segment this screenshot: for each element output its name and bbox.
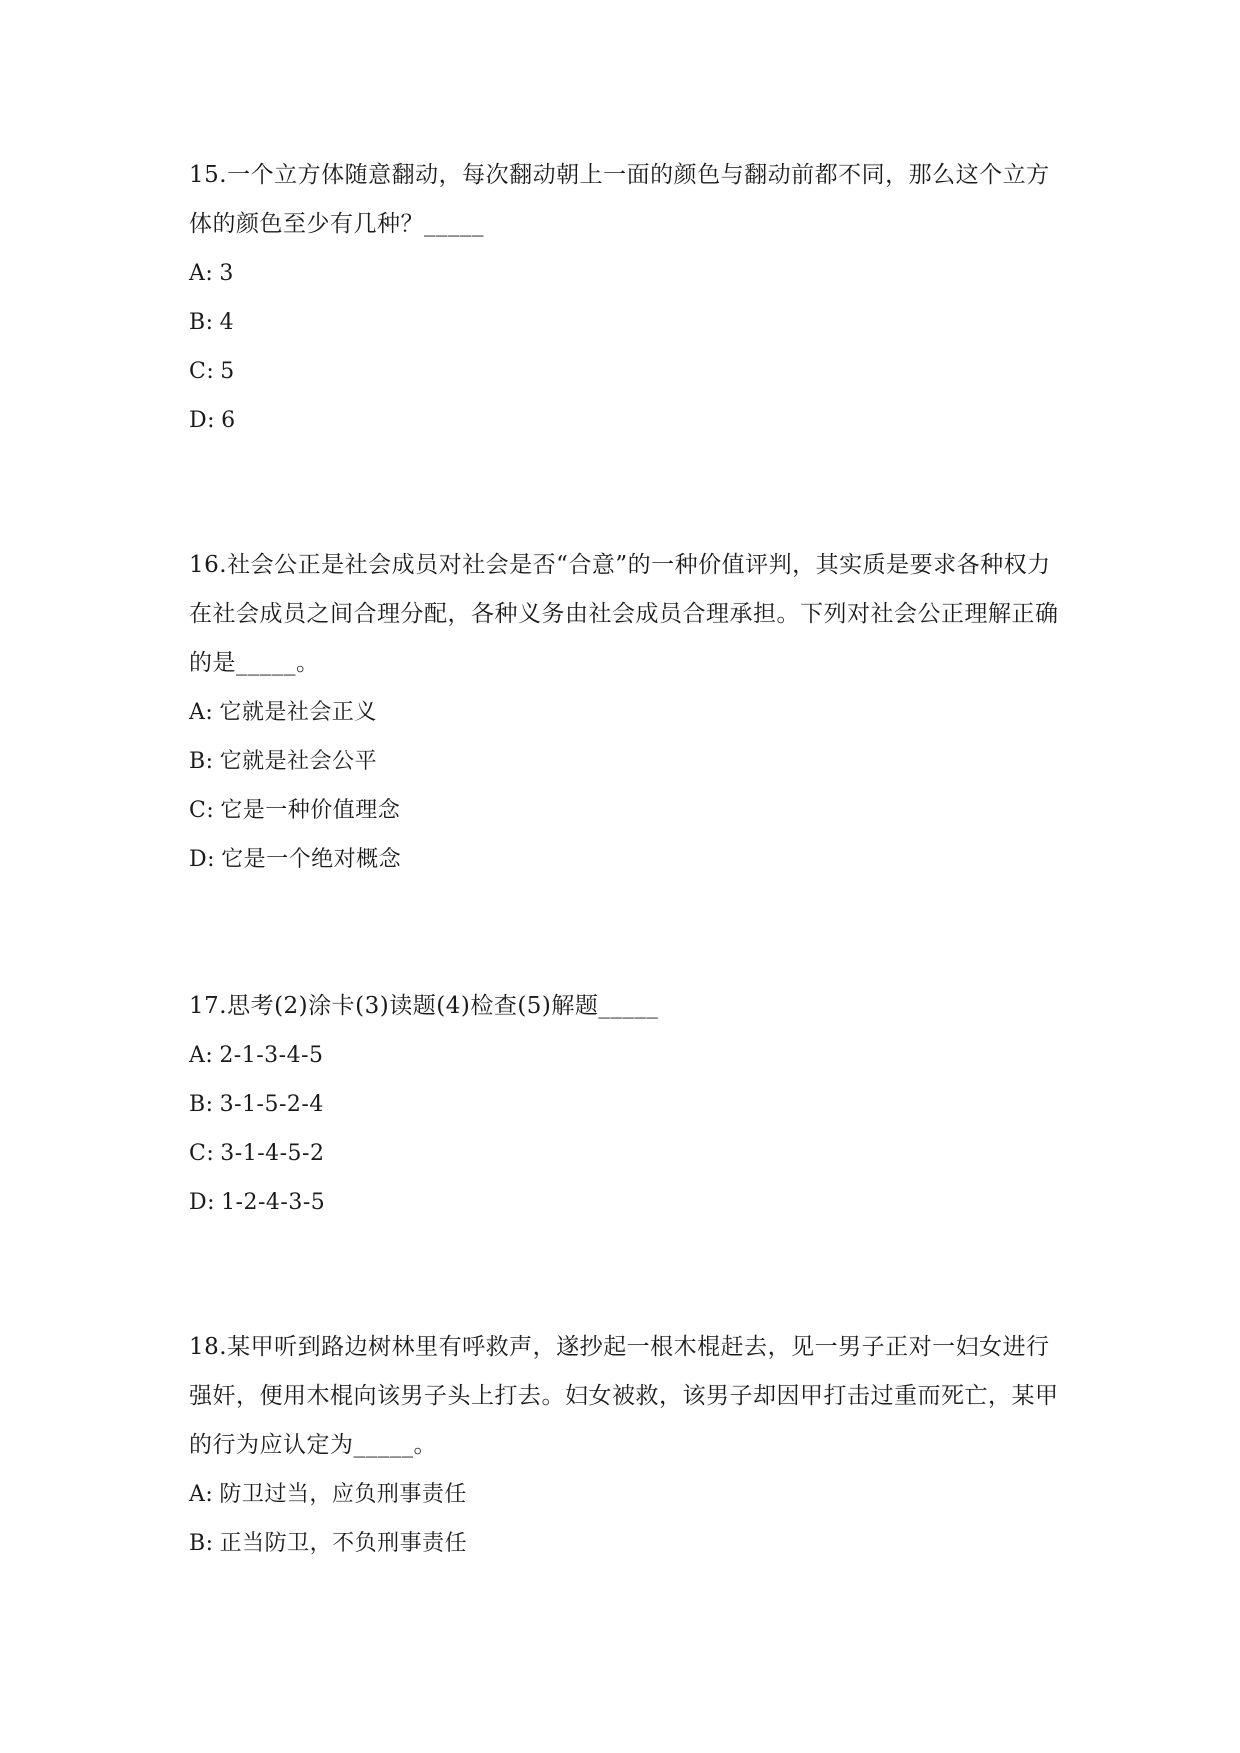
option-text: 3-1-5-2-4 (219, 1092, 324, 1117)
option-b: B: 3-1-5-2-4 (189, 1092, 324, 1117)
option-c: C: 3-1-4-5-2 (189, 1141, 325, 1166)
question-stem: 17.思考(2)涂卡(3)读题(4)检查(5)解题_____ (189, 993, 659, 1019)
question-15 (189, 151, 1059, 445)
option-key: D (189, 847, 208, 872)
option-text: 它是一种价值理念 (220, 798, 401, 823)
option-key: C (189, 1141, 207, 1166)
option-text: 2-1-3-4-5 (219, 1043, 324, 1068)
option-key: A (189, 1482, 206, 1507)
option-d: D: 它是一个绝对概念 (189, 847, 402, 872)
option-a: A: 防卫过当，应负刑事责任 (189, 1482, 467, 1507)
option-b: B: 正当防卫，不负刑事责任 (189, 1531, 468, 1556)
option-a: A: 2-1-3-4-5 (189, 1043, 324, 1068)
option-text: 4 (219, 310, 235, 335)
option-d: D: 6 (189, 408, 236, 433)
option-text: 3-1-4-5-2 (220, 1141, 325, 1166)
option-text: 它就是社会正义 (219, 700, 377, 725)
option-key: D (189, 1190, 208, 1215)
option-key: A (189, 1043, 206, 1068)
option-a: A: 它就是社会正义 (189, 700, 377, 725)
option-text: 正当防卫，不负刑事责任 (219, 1531, 468, 1556)
question-18 (189, 1323, 1059, 1568)
question-16 (189, 541, 1059, 884)
option-key: B (189, 1531, 206, 1556)
option-key: B (189, 310, 206, 335)
option-key: D (189, 408, 208, 433)
option-a: A: 3 (189, 261, 234, 286)
question-17 (189, 982, 1059, 1227)
option-c: C: 它是一种价值理念 (189, 798, 401, 823)
option-b: B: 它就是社会公平 (189, 749, 378, 774)
option-text: 3 (219, 261, 234, 286)
option-text: 防卫过当，应负刑事责任 (219, 1482, 467, 1507)
option-key: C (189, 359, 207, 384)
option-key: A (189, 261, 206, 286)
option-text: 它就是社会公平 (219, 749, 378, 774)
option-key: B (189, 749, 206, 774)
question-stem: 18.某甲听到路边树林里有呼救声，遂抄起一根木棍赶去，见一男子正对一妇女进行强奸，便用木棍向该男子头上打去。妇女被救，该男子却因甲打击过重而死亡，某甲的行为应认定为_____。 (189, 1334, 1059, 1458)
option-b: B: 4 (189, 310, 235, 335)
option-key: C (189, 798, 207, 823)
question-stem: 16.社会公正是社会成员对社会是否“合意”的一种价值评判，其实质是要求各种权力在社会成员之间合理分配，各种义务由社会成员合理承担。下列对社会公正理解正确的是_____。 (189, 552, 1059, 676)
option-key: B (189, 1092, 206, 1117)
option-text: 1-2-4-3-5 (221, 1190, 326, 1215)
option-d: D: 1-2-4-3-5 (189, 1190, 326, 1215)
option-c: C: 5 (189, 359, 235, 384)
option-key: A (189, 700, 206, 725)
option-text: 它是一个绝对概念 (221, 847, 402, 872)
option-text: 5 (220, 359, 235, 384)
question-stem: 15.一个立方体随意翻动，每次翻动朝上一面的颜色与翻动前都不同，那么这个立方体的颜色至少有几种？_____ (189, 162, 1050, 237)
option-text: 6 (221, 408, 236, 433)
